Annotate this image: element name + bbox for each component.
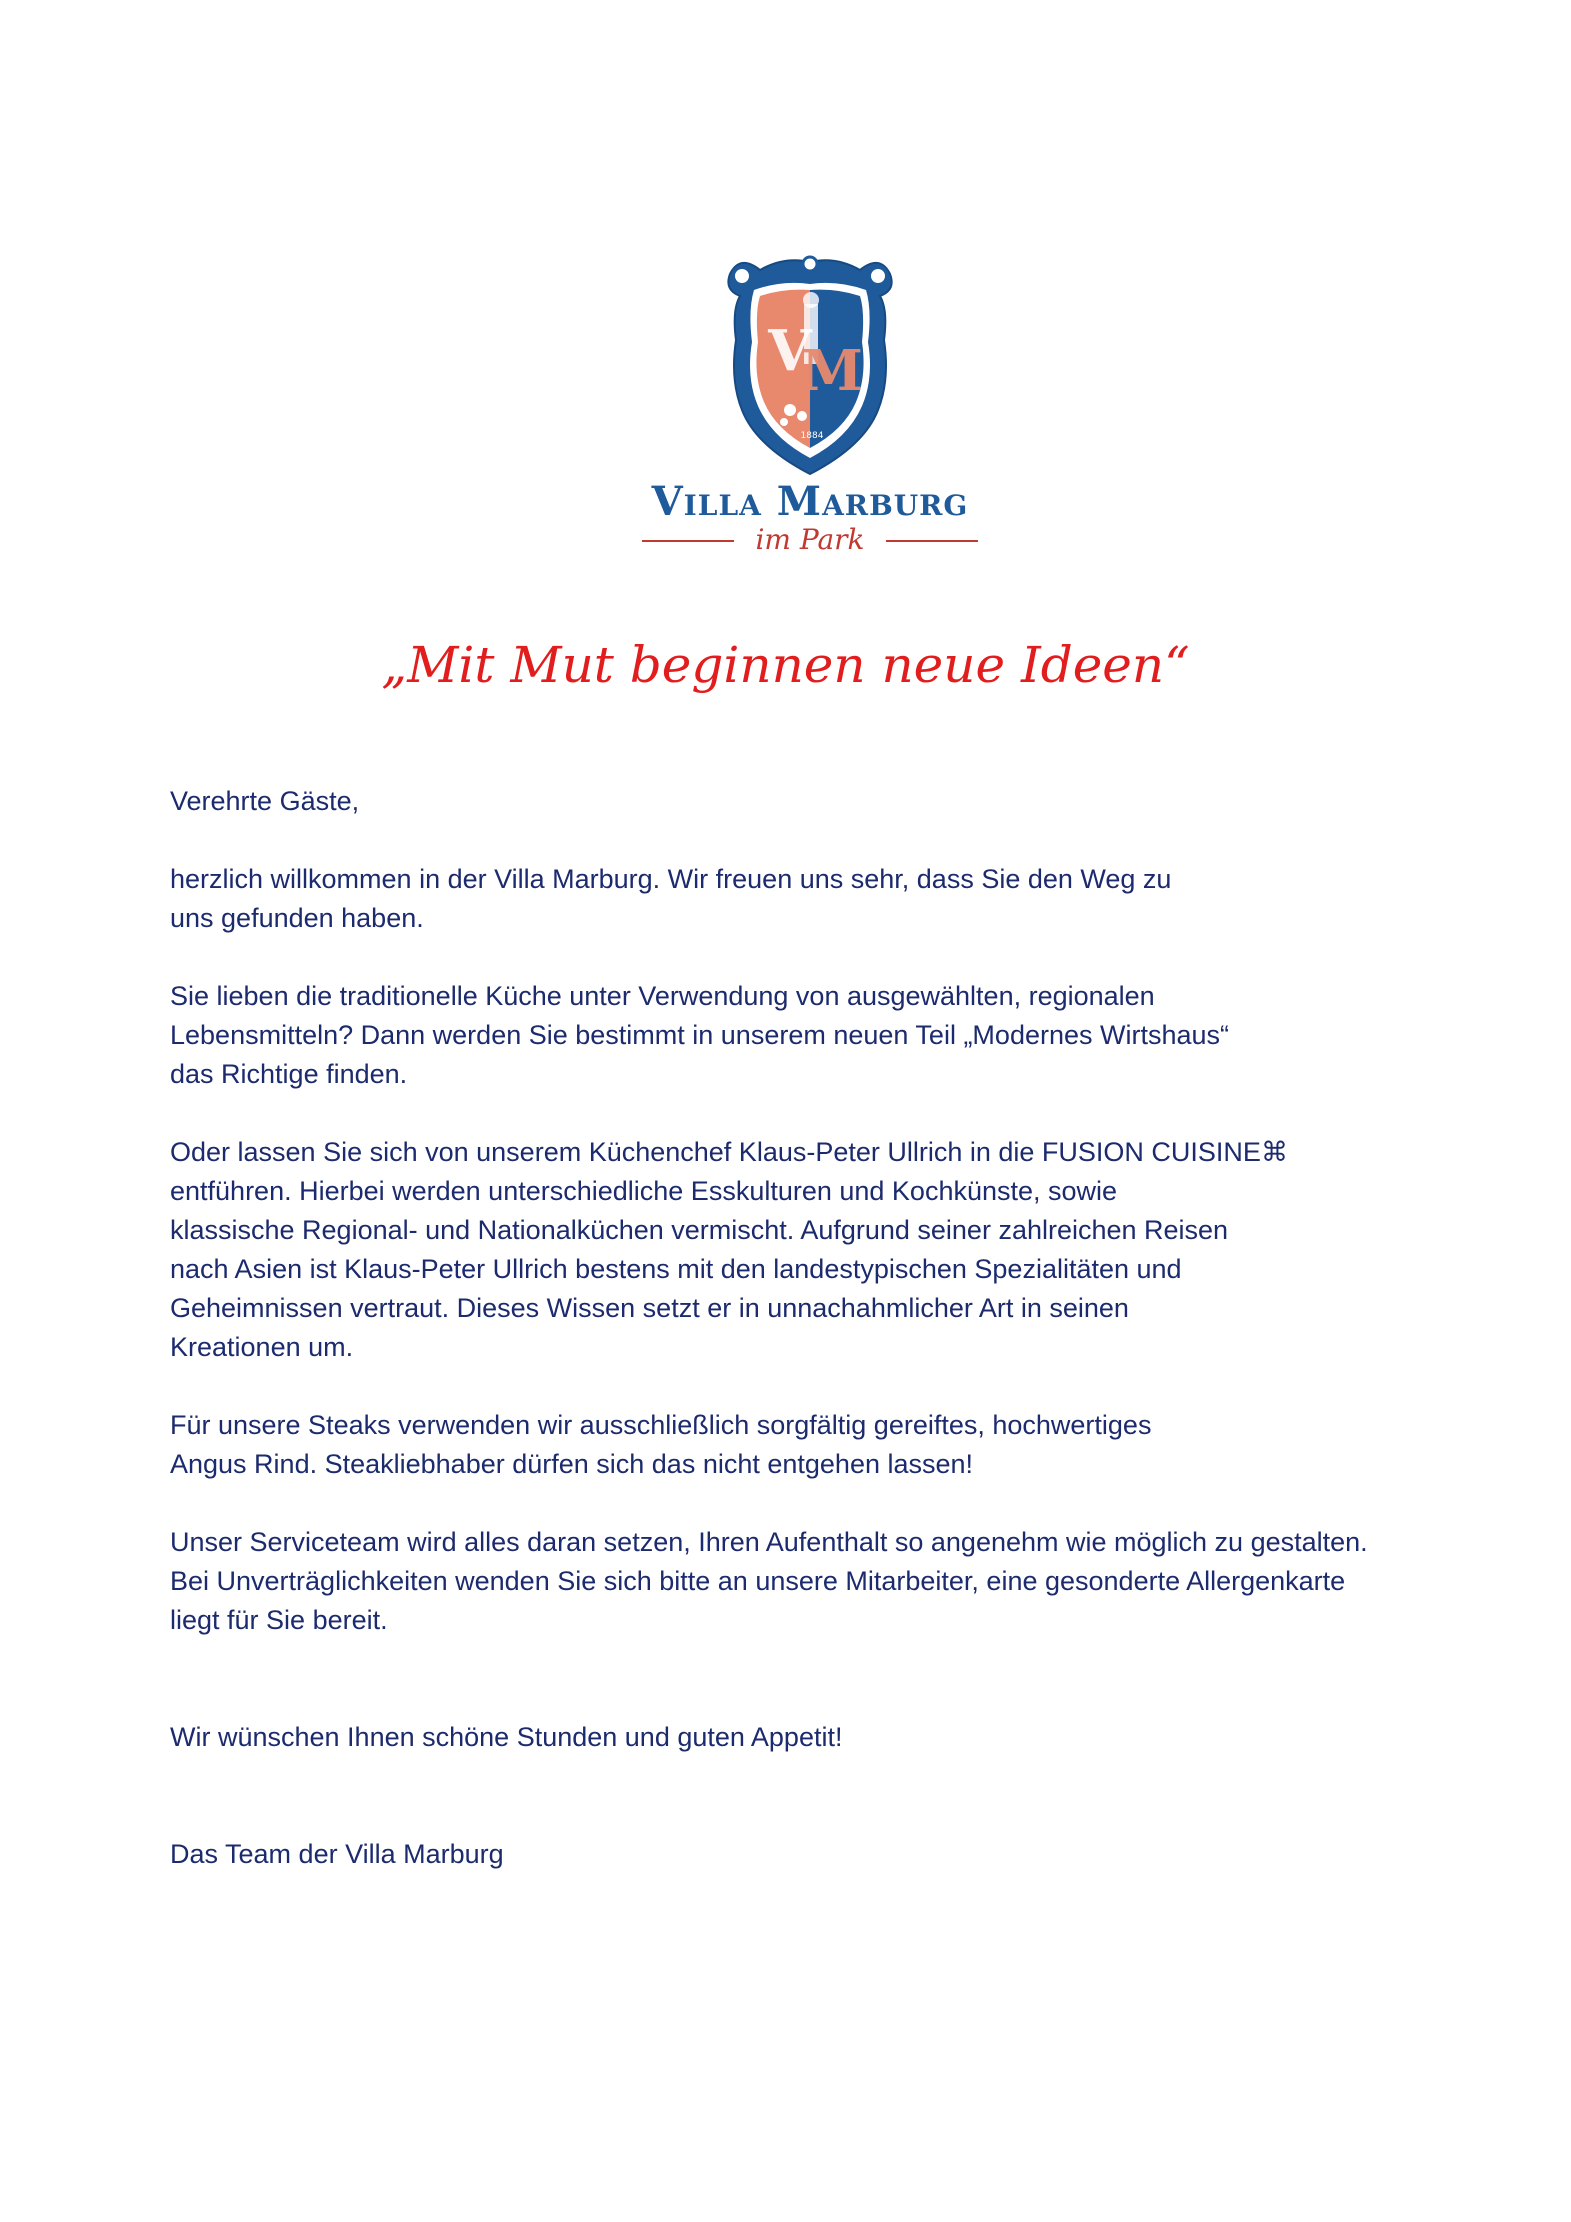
paragraph-5-line-2: Bei Unverträglichkeiten wenden Sie sich bitte an unsere Mitarbeiter, eine gesonderte Allergenkarte (170, 1566, 1346, 1596)
paragraph-3-line-2: entführen. Hierbei werden unterschiedliche Esskulturen und Kochkünste, sowie (170, 1176, 1118, 1206)
paragraph-1-line-2: uns gefunden haben. (170, 903, 424, 933)
crest-icon (720, 250, 900, 478)
signature: Das Team der Villa Marburg (170, 1839, 504, 1869)
paragraph-2-line-1: Sie lieben die traditionelle Küche unter Verwendung von ausgewählten, regionalen (170, 981, 1155, 1011)
letter-body (170, 782, 1470, 1874)
paragraph-3-line-5: Geheimnissen vertraut. Dieses Wissen setzt er in unnachahmlicher Art in seinen (170, 1293, 1129, 1323)
paragraph-3-line-6: Kreationen um. (170, 1332, 354, 1362)
paragraph-1-line-1: herzlich willkommen in der Villa Marburg. Wir freuen uns sehr, dass Sie den Weg zu (170, 864, 1172, 894)
paragraph-3-line-4: nach Asien ist Klaus-Peter Ullrich bestens mit den landestypischen Spezialitäten und (170, 1254, 1182, 1284)
paragraph-5-line-3: liegt für Sie bereit. (170, 1605, 388, 1635)
paragraph-3-line-1: Oder lassen Sie sich von unserem Küchenchef Klaus-Peter Ullrich in die FUSION CUISINE⌘ (170, 1137, 1288, 1167)
salutation: Verehrte Gäste, (170, 786, 360, 816)
paragraph-3-line-3: klassische Regional- und Nationalküchen vermischt. Aufgrund seiner zahlreichen Reisen (170, 1215, 1229, 1245)
paragraph-2-line-2: Lebensmitteln? Dann werden Sie bestimmt in unserem neuen Teil „Modernes Wirtshaus“ (170, 1020, 1230, 1050)
paragraph-2-line-3: das Richtige finden. (170, 1059, 408, 1089)
closing-line: Wir wünschen Ihnen schöne Stunden und guten Appetit! (170, 1722, 843, 1752)
brand-tagline-row (620, 522, 1000, 558)
svg-text:1884: 1884 (800, 431, 824, 441)
paragraph-5-line-1: Unser Serviceteam wird alles daran setzen, Ihren Aufenthalt so angenehm wie möglich zu gestalten. (170, 1527, 1368, 1557)
brand-tagline: im Park (755, 523, 865, 556)
svg-text:V: V (768, 318, 812, 384)
motto-heading: „Mit Mut beginnen neue Ideen“ (381, 636, 1190, 694)
tagline-rule-right (886, 540, 978, 542)
villa-marburg-logo (620, 250, 1000, 570)
paragraph-4-line-2: Angus Rind. Steakliebhaber dürfen sich das nicht entgehen lassen! (170, 1449, 974, 1479)
svg-text:M: M (801, 338, 863, 404)
brand-name: Villa Marburg (651, 478, 969, 525)
paragraph-4-line-1: Für unsere Steaks verwenden wir ausschließlich sorgfältig gereiftes, hochwertiges (170, 1410, 1152, 1440)
